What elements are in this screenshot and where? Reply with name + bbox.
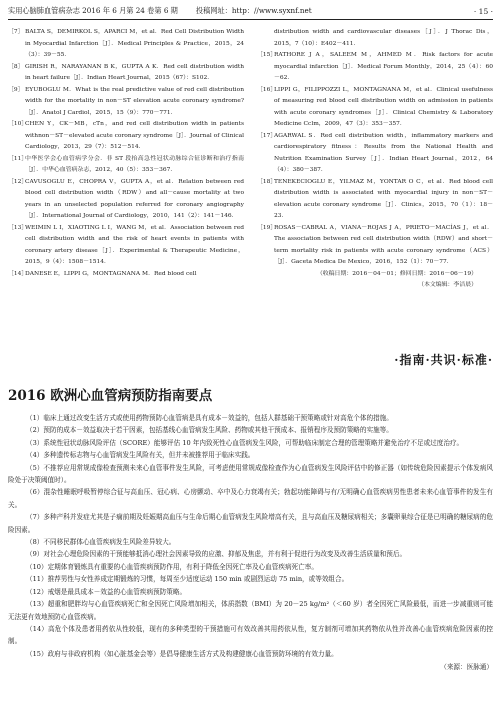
page-header xyxy=(8,3,493,20)
reference-item: ［11］ 中华医学会心血管病学分会．非 ST 段抬高急性冠状动脉综合征诊断和治疗指南［J］．中华心血管病杂志，2012，40（5）：353－367． xyxy=(8,155,244,173)
guideline-point: （13）超重和肥胖均与心血管疾病死亡和全因死亡风险增加相关，体质指数（BMI）为 20－25 kg/m²（＜60 岁）者全因死亡风险最低，而进一步减重则可能无法更有效地预防心血管疾病。 xyxy=(8,600,493,621)
reference-item: ［18］ TENEKECIOGLU E，YILMAZ M，YONTAR O C，et al．Red blood cell distribution width is associated with myocardial injury in non－ST－elevation acute coronary syndrome［J］．Clinics，2015，70（1）：18－23． xyxy=(257,178,493,219)
reference-item: ［12］ CAVUSOGLU E，CHOPRA V，GUPTA A，et al．Relation between red blood cell distribution width（RDW）and all－cause mortality at two years in an unselected population referred for coronary angiography［J］．International Journal of Cardiology，2010，141（2）：141－146． xyxy=(8,178,244,219)
source-note: （来源：医脉通） xyxy=(440,663,493,672)
journal-info: 实用心脑肺血管病杂志 2016 年 6 月第 24 卷第 6 期 xyxy=(8,6,178,15)
guideline-point: （9）对社会心理危险因素的干预能够抵消心理社会因素导致的应激、抑郁及焦虑，并有利于促进行为改变及改善生活质量和预后。 xyxy=(26,550,407,559)
guideline-point: （3）系统性冠状动脉风险评估（SCORE）能够评估 10 年内致死性心血管病发生风险，可帮助临床制定合理的管理策略并避免治疗不足或过度治疗。 xyxy=(26,438,464,447)
guideline-point: （10）定期体育锻炼具有重要的心血管疾病预防作用，有利于降低全因死亡率及心血管疾病死亡率。 xyxy=(26,562,318,571)
reference-item: distribution width and cardiovascular diseases［J］．J Thorac Dis，2015，7（10）：E402－411． xyxy=(274,29,493,47)
guideline-point: （5）不推荐应用常规成像检查预测未来心血管事件发生风险，可考虑使用常规成像检查作为心血管病发生风险评估中的修正器（如传统危险因素提示个体发病风险处于决策阈值时）。 xyxy=(8,463,493,485)
section-title: ·指南·共识·标准· xyxy=(394,353,493,367)
page-number: · 15 · xyxy=(473,6,493,16)
reference-list xyxy=(8,27,493,333)
reference-item: ［17］ AGARWAL S．Red cell distribution width，inflammatory markers and cardiorespiratory fitness：Results from the National Health and Nutrition Examination Survey［J］．Indian Heart Journal，2012，64（4）：380－387． xyxy=(257,132,493,173)
guideline-point: （2）预防的成本－效益取决于若干因素，包括基线心血管病发生风险、药物或其他干预成本、报销程序及预防策略的实施等。 xyxy=(26,426,393,435)
guideline-point: （1）临床上通过改变生活方式或使用药物预防心血管病是具有成本－效益的，包括人群基础干预策略或针对高危个体的措施。 xyxy=(26,414,393,422)
guideline-point: （12）戒烟是最具成本－效益的心血管疾病预防策略。 xyxy=(26,587,187,596)
guideline-points xyxy=(8,412,493,674)
guideline-point: （8）不同移民群体心血管疾病发生风险差异较大。 xyxy=(26,538,176,547)
reference-item: ［13］ WEIMIN L I，XIAOTING L I，WANG M，et al．Association between red cell distribution width and the risk of heart events in patients with coronary artery disease［J］．Experimental & Therapeutic Medicine，2015，9（4）：1508－1514． xyxy=(8,224,244,265)
guideline-point: （6）混杂性睡眠呼吸暂停综合征与高血压、冠心病、心房颤动、卒中及心力衰竭有关；勃起功能障碍与有/无明确心血管疾病男性患者未来心血管事件的发生有关。 xyxy=(8,488,493,509)
reference-item: ［7］ BALTA S，DEMIRKOL S，APARCI M，et al．Red Cell Distribution Width in Myocardial Infarction［J］．Medical Principles & Practice，2015，24（3）：39－55． xyxy=(8,29,244,58)
reference-column-left xyxy=(8,27,244,333)
article-title: 2016 欧洲心血管病预防指南要点 xyxy=(8,388,213,404)
reference-item: ［14］ DANESE E，LIPPI G，MONTAGNANA M．Red blood cell xyxy=(8,270,197,277)
reference-item: ［9］ EYUBOGLU M．What is the real predictive value of red cell distribution width for the mortality in non－ST elevation acute coronary syndrome?［J］．Anatol J Cardiol，2015，15（9）：770－771． xyxy=(8,86,244,116)
editor-note: （本文编辑：李洁晨） xyxy=(418,282,477,288)
reference-column-right xyxy=(257,27,493,333)
guideline-point: （15）政府与非政府机构（如心脏基金会等）是倡导健康生活方式及构建健康心血管预防环境的有效力量。 xyxy=(26,649,338,658)
reference-item: ［19］ ROSAS－CABRAL A，VIANA－ROJAS J A，PRIETO－MACÍAS J，et al．The association between red cell distribution width（RDW）and short－term mortality risk in patients with acute coronary syndrome（ACS）［J］．Gaceta Medica De Mexico，2016，152（1）：70－77． xyxy=(257,224,493,265)
received-date-note: （收稿日期：2016－04－01；修回日期：2016－06－19） xyxy=(316,270,477,277)
reference-item: ［10］ CHEN Y，CK－MB，cTn，and red cell distribution width in patients withnon－ST－elevated acute coronary syndrome［J］．Journal of Clinical Cardiology，2013，29（7）：512－514． xyxy=(8,121,244,150)
guideline-point: （11）推荐男性与女性养成定期锻炼的习惯，每周至少适度运动 150 min 或剧烈运动 75 min，或等效组合。 xyxy=(26,575,349,584)
submission-url[interactable]: 投稿网址：http：//www.syxnf.net xyxy=(195,6,312,15)
reference-item: ［8］ GIRISH R，NARAYANAN B K，GUPTA A K．Red cell distribution width in heart failure［J］．Indian Heart Journal，2015（67）：S102． xyxy=(8,63,244,81)
guideline-point: （7）多种产科并发症尤其是子痫前期及妊娠期高血压与生命后期心血管病发生风险增高有关，且与高血压及糖尿病相关；多囊卵巢综合征是已明确的糖尿病的危险因素。 xyxy=(8,513,493,534)
guideline-point: （14）高危个体及患者用药依从性较低，现有的多种类型的干预措施可有效改善其用药依从性，复方制剂可增加其药物依从性并改善心血管疾病危险因素的控制。 xyxy=(8,624,493,646)
guideline-point: （4）多种遗传标志物与心血管病发生风险有关，但并未被推荐用于临床实践。 xyxy=(26,451,255,460)
reference-item: ［15］ RATHORE J A，SALEEM M，AHMED M．Risk factors for acute myocardial infarction［J］．Medical Forum Monthly，2014，25（4）：60－62． xyxy=(257,52,493,81)
reference-item: ［16］ LIPPI G，FILIPPOZZI L，MONTAGNANA M，et al．Clinical usefulness of measuring red blood cell distribution width on admission in patients with acute coronary syndromes［J］．Clinical Chemistry & Laboratory Medicine Cclm，2009，47（3）：353－357． xyxy=(257,86,493,127)
